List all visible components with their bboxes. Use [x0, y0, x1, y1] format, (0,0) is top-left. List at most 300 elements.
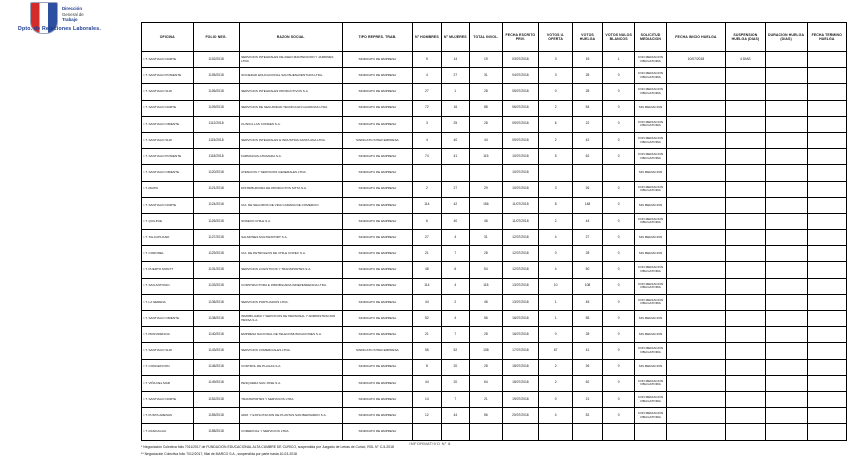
cell-fecha_escrito: 18/07/2018: [502, 359, 539, 375]
cell-oficina: I.T. PROVIDENCIA: [142, 327, 194, 343]
cell-duracion: [765, 391, 807, 407]
cell-suspension: 4 DIAS: [726, 52, 765, 68]
cell-tipo: SINDICATO DE EMPRESA: [342, 359, 413, 375]
cell-fecha_escrito: [502, 424, 539, 440]
cell-fecha_termino: [807, 181, 846, 197]
cell-suspension: [726, 408, 765, 424]
cell-mujeres: 52: [441, 343, 469, 359]
cell-oficina: I.T. SANTIAGO SUR: [142, 343, 194, 359]
cell-total: 44: [470, 132, 503, 148]
table-row: [142, 311, 847, 327]
cell-fecha_inicio: [666, 132, 726, 148]
cell-folio: 1140/2018: [193, 327, 239, 343]
cell-hombres: 21: [413, 327, 441, 343]
cell-mujeres: 27: [441, 68, 469, 84]
cell-fecha_escrito: 12/07/2018: [502, 246, 539, 262]
cell-oficina: I.T. SANTIAGO ORIENTE: [142, 116, 194, 132]
cell-suspension: [726, 132, 765, 148]
cell-razon: SODEXO CHILE S.A.: [239, 213, 342, 229]
cell-mujeres: 6: [441, 262, 469, 278]
cell-razon: SERVICIOS LOGISTICOS Y TRANSPORTES S.A.: [239, 262, 342, 278]
cell-solicitud: CON MEDIACION OBLIGATORIA: [635, 408, 666, 424]
cell-fecha_termino: [807, 246, 846, 262]
cell-votos_huelga: 26: [573, 359, 603, 375]
cell-total: 108: [470, 343, 503, 359]
cell-fecha_escrito: 06/07/2018: [502, 100, 539, 116]
cell-suspension: [726, 246, 765, 262]
cell-solicitud: SIN MEDIACION: [635, 197, 666, 213]
cell-fecha_inicio: [666, 359, 726, 375]
cell-votos_oferta: 2: [539, 359, 573, 375]
cell-fecha_termino: [807, 408, 846, 424]
cell-oficina: I.T. SANTIAGO SUR: [142, 84, 194, 100]
cell-fecha_escrito: 09/07/2018: [502, 132, 539, 148]
table-row: [142, 197, 847, 213]
cell-razon: SERVICIOS PORTUARIOS LTDA.: [239, 294, 342, 310]
cell-folio: 1115/2018: [193, 132, 239, 148]
col-votos-huelga: VOTOS HUELGA: [573, 23, 603, 52]
cell-total: 28: [470, 84, 503, 100]
cell-duracion: [765, 246, 807, 262]
col-fecha-inicio-huelga: FECHA INICIO HUELGA: [666, 23, 726, 52]
cell-fecha_termino: [807, 116, 846, 132]
cell-folio: 1133/2018: [193, 278, 239, 294]
cell-folio: 1126/2018: [193, 213, 239, 229]
cell-nulos: 0: [602, 132, 635, 148]
cell-votos_oferta: 6: [539, 116, 573, 132]
cell-razon: SERVICIOS INTEGRALES PRODUCTIVOS S.A.: [239, 84, 342, 100]
cell-oficina: I.T. SANTIAGO NORTE: [142, 391, 194, 407]
cell-total: 31: [470, 68, 503, 84]
cell-solicitud: SIN MEDIACION: [635, 359, 666, 375]
department-label: Dpto. de Relaciones Laborales.: [18, 26, 101, 32]
cell-hombres: 6: [413, 213, 441, 229]
cell-votos_oferta: [539, 424, 573, 440]
cell-folio: 1109/2018: [193, 100, 239, 116]
cell-mujeres: 7: [441, 246, 469, 262]
col-duracion-huelga: DURACION HUELGA (DIAS): [765, 23, 807, 52]
cell-oficina: I.T. PUNTA ARENAS: [142, 408, 194, 424]
document-footer: INFORMATIVO N° 8: [409, 441, 451, 446]
cell-solicitud: CON MEDIACION OBLIGATORIA: [635, 294, 666, 310]
cell-razon: CLINICA LAS CONDES S.A.: [239, 116, 342, 132]
cell-hombres: 27: [413, 230, 441, 246]
cell-tipo: SINDICATO DE EMPRESA: [342, 68, 413, 84]
cell-fecha_inicio: [666, 213, 726, 229]
cell-oficina: I.T. TALCAHUANO: [142, 230, 194, 246]
cell-mujeres: 4: [441, 278, 469, 294]
cell-nulos: 0: [602, 311, 635, 327]
cell-tipo: SINDICATO DE EMPRESA: [342, 165, 413, 181]
cell-hombres: 56: [413, 343, 441, 359]
cell-solicitud: SIN MEDIACION: [635, 100, 666, 116]
cell-nulos: 0: [602, 294, 635, 310]
cell-votos_huelga: 108: [573, 278, 603, 294]
cell-fecha_termino: [807, 327, 846, 343]
cell-fecha_inicio: [666, 100, 726, 116]
cell-fecha_termino: [807, 132, 846, 148]
cell-total: 19: [470, 52, 503, 68]
table-head: [142, 23, 847, 52]
cell-suspension: [726, 391, 765, 407]
cell-solicitud: CON MEDIACION OBLIGATORIA: [635, 52, 666, 68]
cell-tipo: SINDICATO DE EMPRESA: [342, 391, 413, 407]
cell-duracion: [765, 213, 807, 229]
cell-razon: SERVICIOS COMERCIALES LTDA.: [239, 343, 342, 359]
cell-tipo: SINDICATO INTER EMPRESA: [342, 343, 413, 359]
cell-fecha_termino: [807, 68, 846, 84]
cell-fecha_escrito: 12/07/2018: [502, 262, 539, 278]
cell-total: 56: [470, 311, 503, 327]
cell-oficina: I.T. SAN ANTONIO: [142, 278, 194, 294]
cell-votos_huelga: 28: [573, 327, 603, 343]
cell-votos_oferta: 5: [539, 149, 573, 165]
cell-razon: DISTRIBUIDORA DE PRODUCTOS SITTA S.A.: [239, 181, 342, 197]
cell-fecha_escrito: 10/07/2018: [502, 181, 539, 197]
cell-duracion: [765, 294, 807, 310]
cell-nulos: [602, 424, 635, 440]
cell-tipo: SINDICATO DE EMPRESA: [342, 408, 413, 424]
data-table: [141, 22, 847, 441]
cell-mujeres: 25: [441, 116, 469, 132]
cell-votos_oferta: 2: [539, 100, 573, 116]
cell-votos_oferta: 3: [539, 68, 573, 84]
cell-total: 118: [470, 278, 503, 294]
table-row: [142, 100, 847, 116]
cell-fecha_escrito: 10/07/2018: [502, 149, 539, 165]
cell-votos_oferta: 10: [539, 278, 573, 294]
cell-votos_huelga: [573, 165, 603, 181]
cell-fecha_inicio: [666, 294, 726, 310]
cell-hombres: 4: [413, 68, 441, 84]
cell-fecha_inicio: [666, 278, 726, 294]
table-row: [142, 375, 847, 391]
cell-fecha_inicio: [666, 116, 726, 132]
cell-votos_huelga: 42: [573, 132, 603, 148]
cell-folio: 1105/2018: [193, 68, 239, 84]
col-razon-social: RAZON SOCIAL: [239, 23, 342, 52]
cell-fecha_inicio: [666, 84, 726, 100]
cell-oficina: I.T. MAIPU: [142, 181, 194, 197]
cell-razon: TRANSPORTES Y SERVICIOS LTDA.: [239, 391, 342, 407]
cell-suspension: [726, 375, 765, 391]
table-row: [142, 408, 847, 424]
cell-oficina: I.T. VIÑA DEL MAR: [142, 375, 194, 391]
cell-votos_oferta: 2: [539, 213, 573, 229]
cell-tipo: SINDICATO DE EMPRESA: [342, 197, 413, 213]
cell-votos_huelga: 27: [573, 230, 603, 246]
cell-mujeres: 2: [441, 294, 469, 310]
cell-total: 28: [470, 359, 503, 375]
cell-folio: 1124/2018: [193, 197, 239, 213]
cell-folio: 1118/2018: [193, 149, 239, 165]
cell-fecha_termino: [807, 149, 846, 165]
cell-mujeres: [441, 424, 469, 440]
cell-razon: SERVICIOS INTEGRALES DE ASEO MANTENCION Y JARDINES LTDA.: [239, 52, 342, 68]
cell-fecha_termino: [807, 311, 846, 327]
cell-votos_oferta: 0: [539, 246, 573, 262]
cell-solicitud: SIN MEDIACION: [635, 246, 666, 262]
cell-solicitud: CON MEDIACION OBLIGATORIA: [635, 132, 666, 148]
cell-nulos: 0: [602, 262, 635, 278]
cell-duracion: [765, 262, 807, 278]
cell-solicitud: SIN MEDIACION: [635, 165, 666, 181]
cell-fecha_escrito: 13/07/2018: [502, 278, 539, 294]
cell-suspension: [726, 343, 765, 359]
cell-folio: 1102/2018: [193, 52, 239, 68]
cell-solicitud: SIN MEDIACION: [635, 311, 666, 327]
cell-tipo: SINDICATO DE EMPRESA: [342, 100, 413, 116]
cell-fecha_termino: [807, 278, 846, 294]
cell-votos_huelga: 28: [573, 84, 603, 100]
cell-razon: CIA. DE SEGUROS DE VIDA CAMARA DE COMERCIO: [239, 197, 342, 213]
cell-fecha_termino: [807, 262, 846, 278]
cell-fecha_termino: [807, 100, 846, 116]
table-row: [142, 132, 847, 148]
cell-fecha_escrito: 18/07/2018: [502, 375, 539, 391]
cell-tipo: SINDICATO INTER EMPRESA: [342, 132, 413, 148]
cell-duracion: [765, 165, 807, 181]
cell-votos_oferta: 4: [539, 408, 573, 424]
cell-tipo: SINDICATO DE EMPRESA: [342, 311, 413, 327]
cell-oficina: I.T. SANTIAGO PONIENTE: [142, 149, 194, 165]
col-total: TOTAL INVOL.: [470, 23, 503, 52]
cell-nulos: 0: [602, 359, 635, 375]
cell-fecha_escrito: 17/07/2018: [502, 343, 539, 359]
cell-votos_oferta: 2: [539, 132, 573, 148]
cell-nulos: 0: [602, 408, 635, 424]
cell-nulos: 0: [602, 278, 635, 294]
cell-folio: 1138/2018: [193, 311, 239, 327]
cell-fecha_inicio: [666, 343, 726, 359]
cell-oficina: I.T. RANCAGUA: [142, 424, 194, 440]
col-suspension-huelga: SUSPENSION HUELGA (DIAS): [726, 23, 765, 52]
cell-votos_oferta: 1: [539, 311, 573, 327]
cell-fecha_termino: [807, 294, 846, 310]
cell-hombres: 74: [413, 149, 441, 165]
table-row: [142, 149, 847, 165]
cell-fecha_escrito: 20/07/2018: [502, 408, 539, 424]
cell-hombres: 21: [413, 246, 441, 262]
cell-razon: FARMACIAS AHUMADA S.A.: [239, 149, 342, 165]
cell-total: [470, 165, 503, 181]
cell-folio: 1143/2018: [193, 343, 239, 359]
cell-hombres: 44: [413, 294, 441, 310]
cell-nulos: 0: [602, 68, 635, 84]
cell-razon: PESQUERA SAN JOSE S.A.: [239, 375, 342, 391]
cell-tipo: SINDICATO DE EMPRESA: [342, 230, 413, 246]
cell-folio: 1152/2018: [193, 391, 239, 407]
cell-votos_oferta: 0: [539, 391, 573, 407]
cell-votos_huelga: 62: [573, 149, 603, 165]
cell-solicitud: SIN MEDIACION: [635, 327, 666, 343]
cell-fecha_termino: [807, 375, 846, 391]
cell-tipo: SINDICATO DE EMPRESA: [342, 327, 413, 343]
cell-total: 64: [470, 375, 503, 391]
cell-mujeres: 14: [441, 52, 469, 68]
cell-suspension: [726, 311, 765, 327]
cell-fecha_inicio: [666, 230, 726, 246]
cell-fecha_escrito: 13/07/2018: [502, 294, 539, 310]
cell-hombres: 114: [413, 278, 441, 294]
cell-tipo: SINDICATO DE EMPRESA: [342, 116, 413, 132]
cell-suspension: [726, 230, 765, 246]
cell-votos_huelga: 52: [573, 408, 603, 424]
cell-tipo: SINDICATO DE EMPRESA: [342, 52, 413, 68]
cell-solicitud: CON MEDIACION OBLIGATORIA: [635, 116, 666, 132]
table-body: [142, 52, 847, 441]
cell-hombres: 8: [413, 359, 441, 375]
table-row: [142, 116, 847, 132]
cell-votos_oferta: 4: [539, 262, 573, 278]
cell-suspension: [726, 262, 765, 278]
cell-votos_huelga: 41: [573, 343, 603, 359]
cell-suspension: [726, 181, 765, 197]
cell-fecha_inicio: [666, 197, 726, 213]
cell-oficina: I.T. CONCEPCION: [142, 359, 194, 375]
table-row: [142, 230, 847, 246]
cell-fecha_escrito: 11/07/2018: [502, 197, 539, 213]
table-row: [142, 359, 847, 375]
cell-solicitud: CON MEDIACION OBLIGATORIA: [635, 181, 666, 197]
cell-fecha_escrito: 11/07/2018: [502, 213, 539, 229]
cell-votos_huelga: 62: [573, 375, 603, 391]
cell-hombres: 12: [413, 408, 441, 424]
cell-fecha_termino: [807, 359, 846, 375]
cell-fecha_inicio: 10/07/2018: [666, 52, 726, 68]
cell-razon: INMOBILIARIA Y SERVICIOS DE PERSONAL Y ADMINISTRACION HESSA S.A.: [239, 311, 342, 327]
cell-solicitud: CON MEDIACION OBLIGATORIA: [635, 149, 666, 165]
cell-oficina: I.T. SANTIAGO PONIENTE: [142, 68, 194, 84]
cell-razon: ADM. Y EXPLOTACION DE PLANTAS SAN BERNARDO S.A.: [239, 408, 342, 424]
cell-razon: EMPRESA NACIONAL DE TELECOMUNICACIONES S.A.: [239, 327, 342, 343]
cell-hombres: 72: [413, 100, 441, 116]
cell-folio: 1106/2018: [193, 84, 239, 100]
cell-nulos: 0: [602, 246, 635, 262]
cell-fecha_escrito: 04/07/2018: [502, 68, 539, 84]
cell-mujeres: 1: [441, 84, 469, 100]
cell-oficina: I.T. CORONEL: [142, 246, 194, 262]
cell-fecha_termino: [807, 343, 846, 359]
cell-tipo: SINDICATO DE EMPRESA: [342, 181, 413, 197]
cell-total: 21: [470, 391, 503, 407]
cell-fecha_escrito: 05/07/2018: [502, 84, 539, 100]
cell-tipo: SINDICATO DE EMPRESA: [342, 375, 413, 391]
cell-folio: 1136/2018: [193, 294, 239, 310]
cell-votos_oferta: 67: [539, 343, 573, 359]
cell-solicitud: SIN MEDIACION: [635, 230, 666, 246]
cell-suspension: [726, 116, 765, 132]
cell-duracion: [765, 132, 807, 148]
col-fecha-termino-huelga: FECHA TERMINO HUELGA: [807, 23, 846, 52]
cell-nulos: 0: [602, 375, 635, 391]
cell-suspension: [726, 165, 765, 181]
cell-hombres: [413, 424, 441, 440]
col-solicitud-mediacion: SOLICITUD MEDIACION: [635, 23, 666, 52]
cell-duracion: [765, 424, 807, 440]
cell-solicitud: CON MEDIACION OBLIGATORIA: [635, 84, 666, 100]
logo-line-3: Trabajo: [62, 17, 78, 22]
footnotes: [141, 445, 847, 459]
cell-fecha_escrito: 16/07/2018: [502, 311, 539, 327]
cell-nulos: 0: [602, 327, 635, 343]
cell-razon: CONTROL DE PLAGAS S.A.: [239, 359, 342, 375]
cell-fecha_inicio: [666, 165, 726, 181]
cell-hombres: 2: [413, 181, 441, 197]
table-row: [142, 84, 847, 100]
cell-fecha_inicio: [666, 327, 726, 343]
cell-total: 28: [470, 246, 503, 262]
cell-hombres: 48: [413, 262, 441, 278]
cell-razon: CONSTRUCTORA E INMOBILIARIA INDEPENDENCIA LTDA.: [239, 278, 342, 294]
table-row: [142, 246, 847, 262]
cell-oficina: I.T. SANTIAGO ORIENTE: [142, 165, 194, 181]
cell-fecha_termino: [807, 84, 846, 100]
cell-solicitud: CON MEDIACION OBLIGATORIA: [635, 68, 666, 84]
cell-solicitud: CON MEDIACION OBLIGATORIA: [635, 375, 666, 391]
table-row: [142, 181, 847, 197]
cell-votos_huelga: 55: [573, 311, 603, 327]
cell-votos_huelga: [573, 424, 603, 440]
cell-hombres: 44: [413, 375, 441, 391]
cell-votos_oferta: 8: [539, 197, 573, 213]
cell-fecha_escrito: 10/07/2018: [502, 165, 539, 181]
col-oficina: OFICINA: [142, 23, 194, 52]
cell-mujeres: 4: [441, 230, 469, 246]
cell-fecha_termino: [807, 52, 846, 68]
col-votos-oferta: VOTOS U. OFERTA: [539, 23, 573, 52]
logo-line-2: General de: [62, 11, 84, 17]
cell-hombres: 3: [413, 116, 441, 132]
cell-nulos: 0: [602, 149, 635, 165]
cell-duracion: [765, 149, 807, 165]
table-row: [142, 424, 847, 440]
cell-total: 31: [470, 230, 503, 246]
cell-hombres: [413, 165, 441, 181]
cell-nulos: 0: [602, 391, 635, 407]
cell-votos_huelga: 15: [573, 52, 603, 68]
cell-solicitud: CON MEDIACION OBLIGATORIA: [635, 262, 666, 278]
cell-nulos: 0: [602, 230, 635, 246]
cell-tipo: SINDICATO DE EMPRESA: [342, 262, 413, 278]
table-row: [142, 52, 847, 68]
cell-razon: SOCIEDAD EDUCACIONAL SAN BUENAVENTURA LTDA.: [239, 68, 342, 84]
table-row: [142, 294, 847, 310]
cell-total: 88: [470, 100, 503, 116]
table-row: [142, 391, 847, 407]
cell-duracion: [765, 197, 807, 213]
cell-mujeres: 40: [441, 132, 469, 148]
cell-solicitud: CON MEDIACION OBLIGATORIA: [635, 343, 666, 359]
cell-fecha_escrito: 03/07/2018: [502, 52, 539, 68]
cell-votos_oferta: 2: [539, 375, 573, 391]
cell-fecha_inicio: [666, 424, 726, 440]
cell-folio: 1112/2018: [193, 116, 239, 132]
cell-tipo: SINDICATO DE EMPRESA: [342, 294, 413, 310]
cell-votos_huelga: 28: [573, 246, 603, 262]
cell-oficina: I.T. SANTIAGO NORTE: [142, 100, 194, 116]
cell-folio: 1127/2018: [193, 230, 239, 246]
logo-text: [62, 2, 84, 23]
cell-total: 54: [470, 262, 503, 278]
cell-oficina: I.T. QUILPUE: [142, 213, 194, 229]
cell-fecha_inicio: [666, 262, 726, 278]
cell-fecha_inicio: [666, 375, 726, 391]
cell-votos_oferta: 0: [539, 327, 573, 343]
cell-mujeres: 41: [441, 149, 469, 165]
cell-votos_oferta: 1: [539, 294, 573, 310]
cell-fecha_inicio: [666, 149, 726, 165]
